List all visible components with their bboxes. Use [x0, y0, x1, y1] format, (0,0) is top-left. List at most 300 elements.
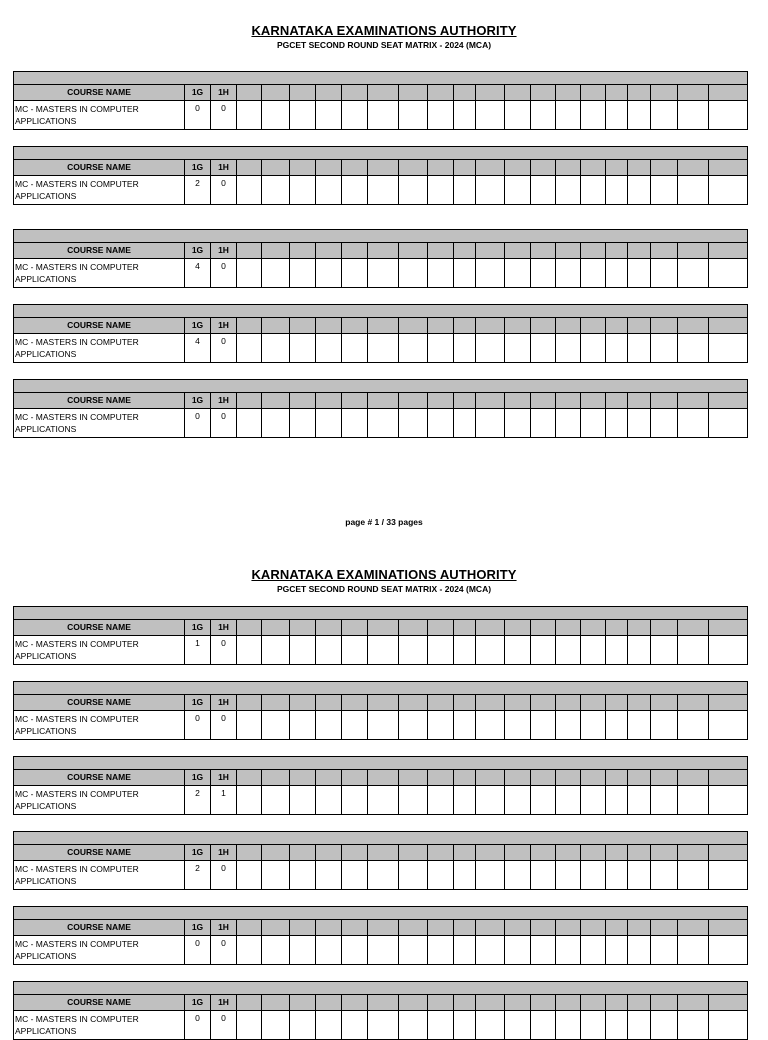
column-header-blank — [505, 243, 531, 259]
column-header-1g: 1G — [185, 845, 211, 861]
empty-cell — [342, 786, 368, 815]
seats-1g-cell: 0 — [185, 1011, 211, 1040]
column-header-blank — [399, 393, 428, 409]
column-header-blank — [556, 393, 581, 409]
empty-cell — [581, 936, 606, 965]
column-header-blank — [262, 695, 290, 711]
empty-cell — [505, 861, 531, 890]
column-header-blank — [342, 620, 368, 636]
column-header-blank — [342, 845, 368, 861]
column-header-blank — [709, 995, 748, 1011]
column-header-blank — [290, 995, 316, 1011]
column-header-blank — [262, 160, 290, 176]
column-header-blank — [581, 85, 606, 101]
empty-cell — [556, 936, 581, 965]
empty-cell — [454, 409, 476, 438]
column-header-blank — [505, 770, 531, 786]
empty-cell — [606, 936, 628, 965]
column-header-blank — [237, 243, 262, 259]
column-header-blank — [678, 695, 709, 711]
column-header-1g: 1G — [185, 160, 211, 176]
seat-matrix-table — [13, 379, 748, 438]
seats-1h-cell: 0 — [211, 1011, 237, 1040]
empty-cell — [262, 636, 290, 665]
empty-cell — [428, 334, 454, 363]
column-header-blank — [262, 770, 290, 786]
seat-matrix-table — [13, 606, 748, 665]
column-header-blank — [531, 845, 556, 861]
column-header-blank — [651, 770, 678, 786]
table-header-row — [13, 393, 748, 409]
table-header-row — [13, 85, 748, 101]
empty-cell — [342, 259, 368, 288]
table-row — [13, 636, 748, 665]
empty-cell — [237, 334, 262, 363]
column-header-course-name: COURSE NAME — [14, 243, 185, 259]
seats-1g-cell: 0 — [185, 936, 211, 965]
column-header-blank — [237, 160, 262, 176]
empty-cell — [628, 1011, 651, 1040]
empty-cell — [237, 936, 262, 965]
course-name-line: MC - MASTERS IN COMPUTER — [15, 789, 139, 799]
column-header-blank — [262, 920, 290, 936]
empty-cell — [476, 1011, 505, 1040]
empty-cell — [342, 636, 368, 665]
column-header-blank — [368, 845, 399, 861]
empty-cell — [262, 1011, 290, 1040]
empty-cell — [368, 259, 399, 288]
empty-cell — [368, 711, 399, 740]
seats-1g-cell: 4 — [185, 334, 211, 363]
column-header-blank — [628, 995, 651, 1011]
table-row — [13, 786, 748, 815]
column-header-blank — [556, 318, 581, 334]
course-name-line: APPLICATIONS — [15, 951, 77, 961]
course-name-line: APPLICATIONS — [15, 1026, 77, 1036]
column-header-blank — [628, 620, 651, 636]
empty-cell — [316, 936, 342, 965]
column-header-blank — [505, 393, 531, 409]
empty-cell — [454, 334, 476, 363]
column-header-blank — [342, 318, 368, 334]
column-header-blank — [476, 160, 505, 176]
course-name-cell — [14, 259, 185, 288]
column-header-blank — [476, 620, 505, 636]
course-name-cell — [14, 636, 185, 665]
column-header-blank — [476, 393, 505, 409]
empty-cell — [651, 636, 678, 665]
column-header-blank — [428, 85, 454, 101]
document-subtitle: PGCET SECOND ROUND SEAT MATRIX - 2024 (MCA) — [276, 584, 492, 594]
empty-cell — [531, 259, 556, 288]
course-name-line: MC - MASTERS IN COMPUTER — [15, 864, 139, 874]
empty-cell — [454, 711, 476, 740]
empty-cell — [342, 101, 368, 130]
empty-cell — [476, 334, 505, 363]
column-header-blank — [651, 393, 678, 409]
empty-cell — [290, 334, 316, 363]
empty-cell — [237, 861, 262, 890]
column-header-blank — [454, 318, 476, 334]
empty-cell — [399, 409, 428, 438]
empty-cell — [476, 786, 505, 815]
empty-cell — [581, 636, 606, 665]
table-header-row — [13, 995, 748, 1011]
column-header-blank — [290, 243, 316, 259]
column-header-blank — [709, 770, 748, 786]
empty-cell — [606, 711, 628, 740]
column-header-blank — [581, 845, 606, 861]
empty-cell — [581, 101, 606, 130]
column-header-blank — [428, 920, 454, 936]
column-header-blank — [316, 770, 342, 786]
column-header-blank — [678, 85, 709, 101]
seats-1h-cell: 0 — [211, 861, 237, 890]
column-header-blank — [454, 845, 476, 861]
column-header-blank — [290, 920, 316, 936]
empty-cell — [428, 101, 454, 130]
empty-cell — [531, 786, 556, 815]
column-header-blank — [606, 393, 628, 409]
column-header-blank — [531, 770, 556, 786]
column-header-blank — [678, 845, 709, 861]
course-name-cell — [14, 786, 185, 815]
column-header-blank — [290, 393, 316, 409]
seats-1g-cell: 2 — [185, 861, 211, 890]
column-header-course-name: COURSE NAME — [14, 770, 185, 786]
column-header-course-name: COURSE NAME — [14, 845, 185, 861]
column-header-blank — [428, 695, 454, 711]
empty-cell — [428, 1011, 454, 1040]
column-header-blank — [581, 243, 606, 259]
column-header-course-name: COURSE NAME — [14, 995, 185, 1011]
empty-cell — [581, 711, 606, 740]
empty-cell — [316, 409, 342, 438]
column-header-blank — [505, 620, 531, 636]
column-header-blank — [606, 318, 628, 334]
course-name-cell — [14, 409, 185, 438]
empty-cell — [428, 176, 454, 205]
column-header-blank — [237, 995, 262, 1011]
column-header-blank — [651, 995, 678, 1011]
column-header-blank — [709, 85, 748, 101]
table-row — [13, 1011, 748, 1040]
college-header-band — [13, 229, 748, 243]
column-header-blank — [237, 770, 262, 786]
empty-cell — [505, 409, 531, 438]
course-name-cell — [14, 711, 185, 740]
column-header-1h: 1H — [211, 243, 237, 259]
empty-cell — [505, 259, 531, 288]
empty-cell — [237, 409, 262, 438]
column-header-blank — [581, 318, 606, 334]
column-header-blank — [342, 995, 368, 1011]
column-header-1g: 1G — [185, 243, 211, 259]
empty-cell — [428, 786, 454, 815]
column-header-blank — [342, 770, 368, 786]
empty-cell — [556, 176, 581, 205]
column-header-blank — [531, 695, 556, 711]
table-row — [13, 409, 748, 438]
empty-cell — [476, 259, 505, 288]
column-header-blank — [531, 995, 556, 1011]
empty-cell — [262, 861, 290, 890]
empty-cell — [454, 636, 476, 665]
table-row — [13, 861, 748, 890]
column-header-blank — [262, 845, 290, 861]
column-header-blank — [651, 85, 678, 101]
document-title: KARNATAKA EXAMINATIONS AUTHORITY — [251, 23, 517, 38]
empty-cell — [505, 711, 531, 740]
empty-cell — [628, 101, 651, 130]
column-header-1g: 1G — [185, 393, 211, 409]
column-header-blank — [290, 318, 316, 334]
course-name-cell — [14, 936, 185, 965]
column-header-1g: 1G — [185, 318, 211, 334]
column-header-blank — [678, 393, 709, 409]
column-header-1h: 1H — [211, 995, 237, 1011]
empty-cell — [709, 334, 748, 363]
empty-cell — [290, 259, 316, 288]
empty-cell — [556, 636, 581, 665]
empty-cell — [651, 409, 678, 438]
column-header-blank — [651, 695, 678, 711]
empty-cell — [678, 1011, 709, 1040]
course-name-line: APPLICATIONS — [15, 424, 77, 434]
empty-cell — [290, 409, 316, 438]
column-header-blank — [476, 85, 505, 101]
course-name-line: APPLICATIONS — [15, 801, 77, 811]
empty-cell — [262, 176, 290, 205]
document-title: KARNATAKA EXAMINATIONS AUTHORITY — [251, 567, 517, 582]
empty-cell — [454, 861, 476, 890]
column-header-blank — [368, 770, 399, 786]
empty-cell — [290, 1011, 316, 1040]
column-header-blank — [678, 770, 709, 786]
column-header-blank — [531, 85, 556, 101]
column-header-blank — [399, 243, 428, 259]
column-header-blank — [556, 160, 581, 176]
empty-cell — [399, 334, 428, 363]
column-header-blank — [262, 85, 290, 101]
seat-matrix-table — [13, 71, 748, 130]
college-header-band — [13, 71, 748, 85]
empty-cell — [709, 711, 748, 740]
empty-cell — [531, 176, 556, 205]
column-header-1h: 1H — [211, 845, 237, 861]
column-header-blank — [628, 393, 651, 409]
column-header-blank — [368, 160, 399, 176]
empty-cell — [237, 711, 262, 740]
empty-cell — [651, 101, 678, 130]
column-header-blank — [454, 243, 476, 259]
column-header-course-name: COURSE NAME — [14, 695, 185, 711]
column-header-blank — [531, 393, 556, 409]
seats-1g-cell: 0 — [185, 409, 211, 438]
empty-cell — [678, 334, 709, 363]
empty-cell — [709, 409, 748, 438]
column-header-blank — [606, 920, 628, 936]
empty-cell — [505, 636, 531, 665]
column-header-blank — [262, 243, 290, 259]
page-header — [0, 567, 768, 594]
page-header — [0, 23, 768, 50]
empty-cell — [290, 936, 316, 965]
empty-cell — [678, 636, 709, 665]
column-header-1g: 1G — [185, 695, 211, 711]
column-header-blank — [628, 160, 651, 176]
empty-cell — [628, 636, 651, 665]
empty-cell — [531, 861, 556, 890]
empty-cell — [428, 259, 454, 288]
empty-cell — [606, 636, 628, 665]
seats-1h-cell: 0 — [211, 409, 237, 438]
column-header-blank — [628, 920, 651, 936]
empty-cell — [368, 636, 399, 665]
empty-cell — [709, 636, 748, 665]
empty-cell — [678, 101, 709, 130]
empty-cell — [476, 861, 505, 890]
column-header-blank — [342, 920, 368, 936]
empty-cell — [368, 176, 399, 205]
course-name-line: APPLICATIONS — [15, 726, 77, 736]
empty-cell — [531, 711, 556, 740]
course-name-line: MC - MASTERS IN COMPUTER — [15, 939, 139, 949]
course-name-cell — [14, 334, 185, 363]
column-header-blank — [368, 393, 399, 409]
empty-cell — [651, 176, 678, 205]
empty-cell — [556, 1011, 581, 1040]
column-header-blank — [262, 620, 290, 636]
course-name-line: APPLICATIONS — [15, 191, 77, 201]
column-header-blank — [368, 995, 399, 1011]
column-header-blank — [531, 318, 556, 334]
empty-cell — [678, 861, 709, 890]
empty-cell — [531, 409, 556, 438]
empty-cell — [237, 786, 262, 815]
column-header-blank — [606, 770, 628, 786]
table-header-row — [13, 318, 748, 334]
column-header-blank — [709, 695, 748, 711]
column-header-1g: 1G — [185, 920, 211, 936]
course-name-line: MC - MASTERS IN COMPUTER — [15, 337, 139, 347]
empty-cell — [606, 259, 628, 288]
column-header-blank — [606, 995, 628, 1011]
empty-cell — [651, 711, 678, 740]
column-header-1h: 1H — [211, 920, 237, 936]
college-header-band — [13, 981, 748, 995]
seats-1h-cell: 1 — [211, 786, 237, 815]
empty-cell — [678, 936, 709, 965]
empty-cell — [651, 861, 678, 890]
column-header-blank — [476, 243, 505, 259]
column-header-blank — [454, 620, 476, 636]
column-header-course-name: COURSE NAME — [14, 85, 185, 101]
empty-cell — [581, 176, 606, 205]
course-name-cell — [14, 861, 185, 890]
seats-1h-cell: 0 — [211, 711, 237, 740]
course-name-line: MC - MASTERS IN COMPUTER — [15, 412, 139, 422]
seats-1h-cell: 0 — [211, 636, 237, 665]
empty-cell — [628, 786, 651, 815]
column-header-blank — [428, 845, 454, 861]
empty-cell — [399, 636, 428, 665]
empty-cell — [606, 1011, 628, 1040]
empty-cell — [237, 259, 262, 288]
column-header-blank — [290, 160, 316, 176]
column-header-blank — [368, 695, 399, 711]
empty-cell — [237, 176, 262, 205]
course-name-line: APPLICATIONS — [15, 876, 77, 886]
column-header-blank — [651, 845, 678, 861]
column-header-blank — [316, 85, 342, 101]
empty-cell — [316, 176, 342, 205]
empty-cell — [651, 786, 678, 815]
column-header-blank — [628, 85, 651, 101]
empty-cell — [678, 786, 709, 815]
column-header-blank — [290, 770, 316, 786]
empty-cell — [606, 409, 628, 438]
column-header-blank — [290, 695, 316, 711]
empty-cell — [368, 409, 399, 438]
empty-cell — [342, 409, 368, 438]
seats-1h-cell: 0 — [211, 101, 237, 130]
column-header-blank — [476, 845, 505, 861]
column-header-blank — [556, 995, 581, 1011]
course-name-cell — [14, 1011, 185, 1040]
empty-cell — [342, 711, 368, 740]
empty-cell — [368, 936, 399, 965]
college-header-band — [13, 831, 748, 845]
column-header-blank — [651, 318, 678, 334]
empty-cell — [651, 259, 678, 288]
seats-1g-cell: 2 — [185, 176, 211, 205]
column-header-blank — [342, 160, 368, 176]
empty-cell — [581, 861, 606, 890]
empty-cell — [556, 259, 581, 288]
column-header-blank — [399, 920, 428, 936]
column-header-blank — [399, 620, 428, 636]
empty-cell — [476, 636, 505, 665]
column-header-blank — [476, 770, 505, 786]
empty-cell — [476, 711, 505, 740]
column-header-blank — [316, 920, 342, 936]
empty-cell — [505, 786, 531, 815]
college-header-band — [13, 606, 748, 620]
seat-matrix-table — [13, 981, 748, 1040]
column-header-blank — [531, 920, 556, 936]
empty-cell — [399, 1011, 428, 1040]
empty-cell — [454, 936, 476, 965]
column-header-blank — [316, 695, 342, 711]
empty-cell — [556, 711, 581, 740]
course-name-line: MC - MASTERS IN COMPUTER — [15, 179, 139, 189]
empty-cell — [290, 636, 316, 665]
empty-cell — [290, 176, 316, 205]
empty-cell — [606, 334, 628, 363]
table-header-row — [13, 620, 748, 636]
empty-cell — [454, 1011, 476, 1040]
empty-cell — [678, 176, 709, 205]
column-header-blank — [651, 620, 678, 636]
column-header-blank — [454, 995, 476, 1011]
column-header-blank — [678, 160, 709, 176]
column-header-blank — [454, 695, 476, 711]
college-header-band — [13, 379, 748, 393]
column-header-blank — [262, 393, 290, 409]
empty-cell — [556, 409, 581, 438]
column-header-blank — [581, 920, 606, 936]
